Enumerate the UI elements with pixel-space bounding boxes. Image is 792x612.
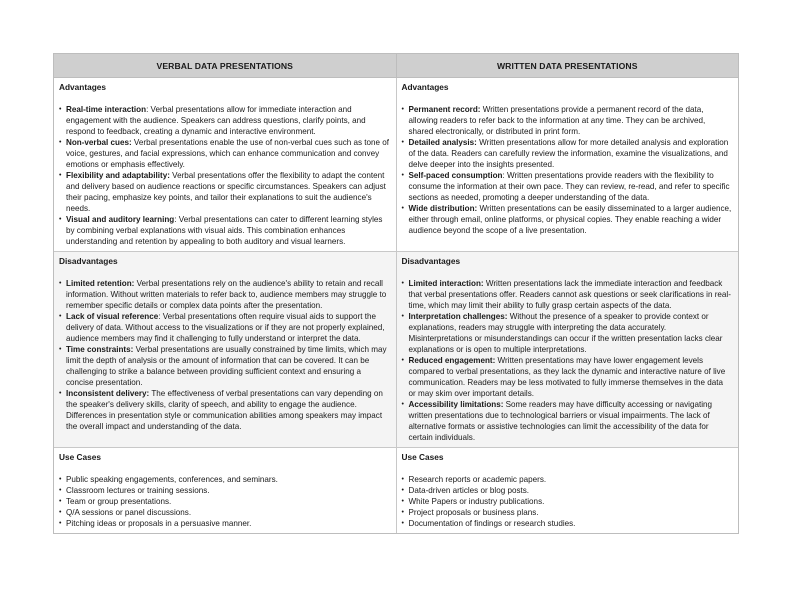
list-item	[59, 311, 390, 344]
advantages-row	[54, 78, 738, 252]
list-item	[402, 278, 733, 311]
item-text: : Verbal presentations can cater to different learning styles by combining verbal explanations with visual aids. This combination enhances understanding and retention by appealing to both auditory and visual learners.	[66, 215, 383, 246]
list-item	[402, 399, 733, 443]
bullet-list	[402, 278, 733, 443]
list-item	[402, 203, 733, 236]
item-term: Self-paced consumption	[408, 171, 503, 180]
item-term: Flexibility and adaptability:	[66, 171, 170, 180]
list-item	[402, 485, 733, 496]
list-item	[59, 518, 390, 529]
list-item	[402, 137, 733, 170]
list-item	[59, 137, 390, 170]
item-text: Verbal presentations rely on the audience's ability to retain and recall information. Without written materials to refer back to, audience members may struggle to remember specific details or complex data points after the presentation.	[66, 279, 387, 310]
use-cases-row	[54, 448, 738, 533]
list-item	[402, 518, 733, 529]
item-text: : Verbal presentations often require visual aids to support the delivery of data. Without access to the visualizations or if they are not properly explained, audience members may find it challenging to fully understand or interpret the data.	[66, 312, 385, 343]
header-row	[54, 54, 738, 78]
item-text: Verbal presentations enable the use of non-verbal cues such as tone of voice, gestures, and facial expressions, which can enhance communication and convey emotions or emphasis effectively.	[66, 138, 390, 169]
list-item	[59, 496, 390, 507]
section-title: Disadvantages	[401, 256, 461, 266]
item-text: Verbal presentations offer the flexibility to adapt the content and delivery based on audience reactions or specific circumstances. Speakers can adjust their pacing, emphasize key points, and tailor their explanations to suit the audience's needs.	[66, 171, 386, 213]
item-text: Written presentations can be easily disseminated to a larger audience, either through email, online platforms, or physical copies. They enable reaching a wider audience beyond the scope of a live presentation.	[408, 204, 732, 235]
item-text: Some readers may have difficulty accessing or navigating written presentations due to technological barriers or visual impairments. The lack of alternative formats or assistive technologies can limit the accessibility of the data for certain individuals.	[408, 400, 713, 442]
item-text: White Papers or industry publications.	[408, 497, 545, 506]
list-item	[59, 388, 390, 432]
bullet-list	[59, 474, 390, 529]
list-item	[402, 507, 733, 518]
list-item	[59, 170, 390, 214]
list-item	[402, 170, 733, 203]
item-text: Without the presence of a speaker to provide context or explanations, readers may struggle with interpreting the data accurately. Misinterpretations or misunderstandings can occur if the written presentation lacks clear explanations or is open to multiple interpretations.	[408, 312, 723, 354]
item-text: Team or group presentations.	[66, 497, 172, 506]
verbal-cell	[54, 252, 396, 447]
list-item	[59, 104, 390, 137]
item-text: Q/A sessions or panel discussions.	[66, 508, 192, 517]
list-item	[59, 507, 390, 518]
item-text: Verbal presentations are usually constrained by time limits, which may limit the depth of analysis or the amount of information that can be covered. It can be challenging to strike a balance between providing sufficient context and ensuring a concise presentation.	[66, 345, 387, 387]
item-term: Detailed analysis:	[408, 138, 477, 147]
item-text: Project proposals or business plans.	[408, 508, 539, 517]
item-term: Limited interaction:	[408, 279, 484, 288]
list-item	[402, 496, 733, 507]
section-title: Advantages	[59, 82, 107, 92]
list-item	[402, 311, 733, 355]
header-written: WRITTEN DATA PRESENTATIONS	[396, 54, 739, 77]
item-text: The effectiveness of verbal presentations can vary depending on the speaker's delivery skills, clarity of speech, and ability to engage the audience. Differences in presentation style or communication abilities among speakers may impact the overall impact and understanding of the data.	[66, 389, 383, 431]
list-item	[402, 474, 733, 485]
item-term: Inconsistent delivery:	[66, 389, 150, 398]
verbal-cell	[54, 78, 396, 251]
item-text: : Verbal presentations allow for immediate interaction and engagement with the audience. Speakers can address questions, clarify points, and respond to feedback, creating a dynamic and interactive environment.	[66, 105, 366, 136]
item-text: : Written presentations provide readers with the flexibility to consume the information at their own pace. They can review, re-read, and refer to specific sections as needed, promoting a deeper understanding of the data.	[408, 171, 730, 202]
comparison-table	[53, 53, 739, 534]
list-item	[59, 214, 390, 247]
item-term: Visual and auditory learning	[66, 215, 175, 224]
item-text: Written presentations allow for more detailed analysis and exploration of the data. Readers can carefully review the information, examine the visualizations, and delve deeper into the insights presented.	[408, 138, 729, 169]
section-title: Use Cases	[401, 452, 444, 462]
item-text: Pitching ideas or proposals in a persuasive manner.	[66, 519, 252, 528]
written-cell	[396, 448, 739, 533]
item-term: Time constraints:	[66, 345, 134, 354]
item-text: Written presentations lack the immediate interaction and feedback that verbal presentations offer. Readers cannot ask questions or seek clarifications in real-time, which may limit their ability to fully grasp certain aspects of the data.	[408, 279, 731, 310]
bullet-list	[402, 474, 733, 529]
item-text: Classroom lectures or training sessions.	[66, 486, 210, 495]
item-term: Reduced engagement:	[408, 356, 496, 365]
disadvantages-row	[54, 252, 738, 448]
written-cell	[396, 78, 739, 251]
list-item	[59, 344, 390, 388]
item-text: Data-driven articles or blog posts.	[408, 486, 530, 495]
list-item	[59, 485, 390, 496]
written-cell	[396, 252, 739, 447]
item-text: Written presentations provide a permanent record of the data, allowing readers to refer back to the information at any time. They can be archived, shared electronically, or distributed in print form.	[408, 105, 706, 136]
bullet-list	[59, 104, 390, 247]
section-title: Advantages	[401, 82, 449, 92]
item-term: Limited retention:	[66, 279, 135, 288]
item-text: Public speaking engagements, conferences, and seminars.	[66, 475, 278, 484]
section-title: Use Cases	[59, 452, 101, 462]
header-verbal: VERBAL DATA PRESENTATIONS	[156, 60, 293, 71]
item-term: Wide distribution:	[408, 204, 478, 213]
item-term: Non-verbal cues:	[66, 138, 132, 147]
bullet-list	[402, 104, 733, 236]
list-item	[402, 355, 733, 399]
item-term: Interpretation challenges:	[408, 312, 508, 321]
item-text: Documentation of findings or research studies.	[408, 519, 576, 528]
item-text: Research reports or academic papers.	[408, 475, 547, 484]
bullet-list	[59, 278, 390, 432]
item-term: Real-time interaction	[66, 105, 147, 114]
list-item	[59, 474, 390, 485]
item-term: Lack of visual reference	[66, 312, 159, 321]
item-term: Permanent record:	[408, 105, 481, 114]
list-item	[59, 278, 390, 311]
list-item	[402, 104, 733, 137]
section-title: Disadvantages	[59, 256, 118, 266]
item-text: Written presentations may have lower engagement levels compared to verbal presentations, as they lack the dynamic and interactive nature of live communication. Readers may be less motivated to fully immerse themselves in the data or may skim over important details.	[408, 356, 726, 398]
verbal-cell	[54, 448, 396, 533]
item-term: Accessibility limitations:	[408, 400, 504, 409]
